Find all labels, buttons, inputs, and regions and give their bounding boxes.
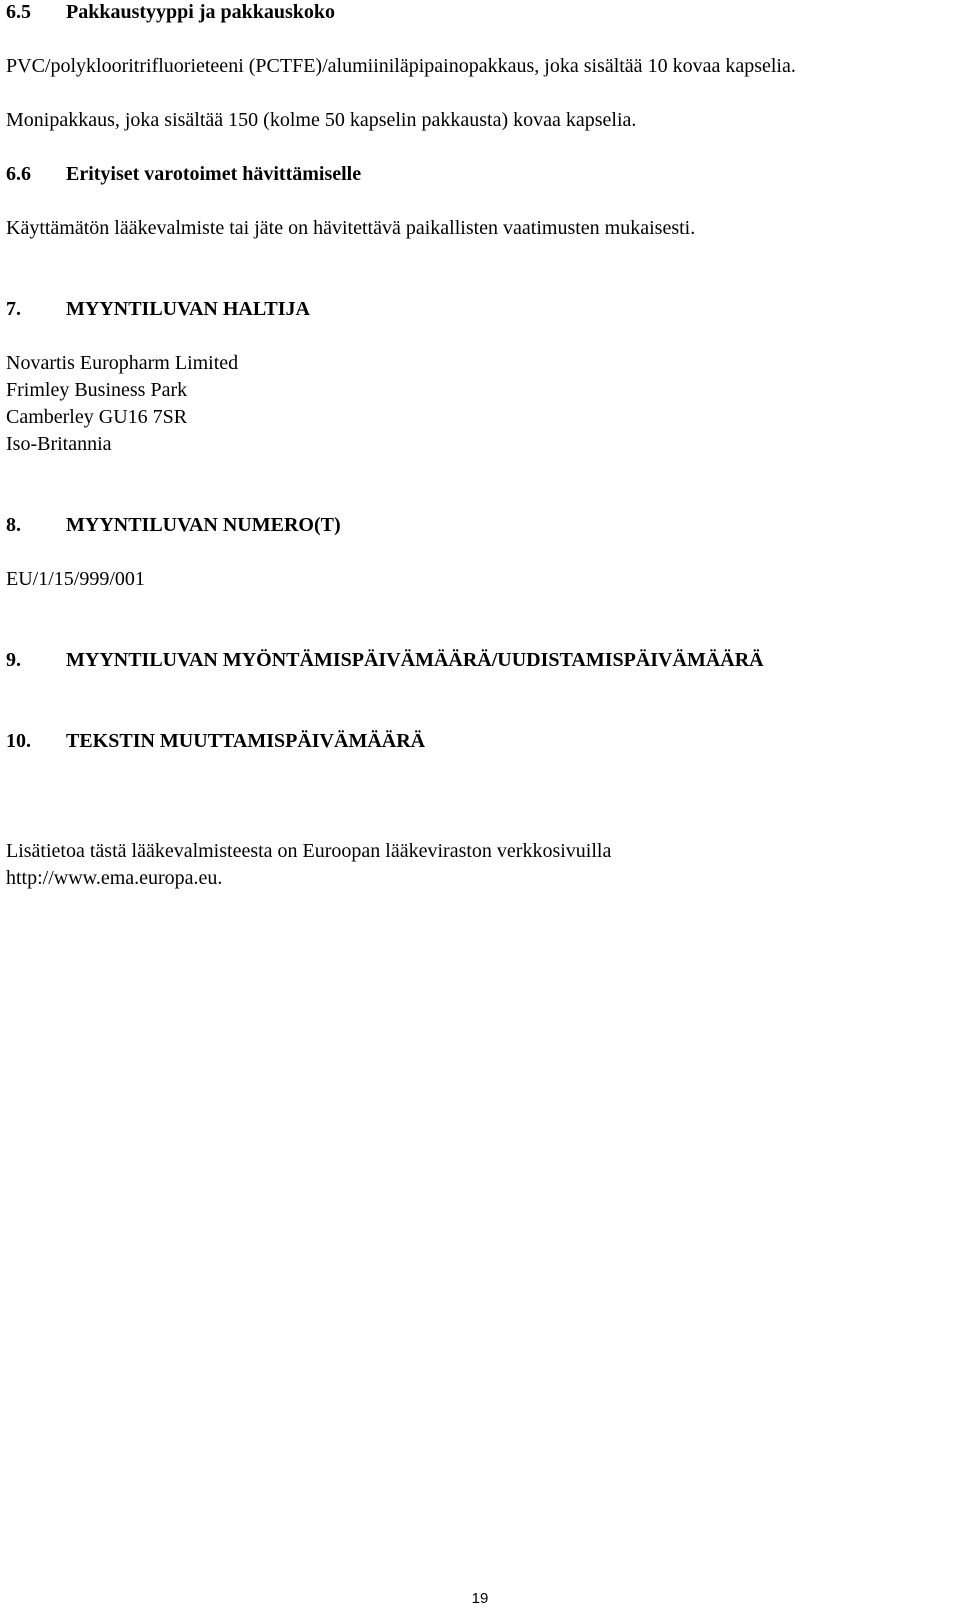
section-6-6-number: 6.6 [6, 163, 31, 185]
holder-name: Novartis Europharm Limited [6, 352, 239, 374]
page-number: 19 [471, 1590, 489, 1607]
authorisation-number: EU/1/15/999/001 [6, 568, 145, 590]
section-9-number: 9. [6, 649, 21, 671]
section-6-5-text-1: PVC/polyklooritrifluorieteeni (PCTFE)/alumiiniläpipainopakkaus, joka sisältää 10 kovaa kapselia. [6, 55, 796, 77]
section-6-6-title: Erityiset varotoimet hävittämiselle [66, 163, 362, 185]
section-6-5-heading [6, 0, 335, 24]
section-9-title: MYYNTILUVAN MYÖNTÄMISPÄIVÄMÄÄRÄ/UUDISTAMISPÄIVÄMÄÄRÄ [66, 649, 764, 671]
section-7-heading [6, 297, 310, 321]
more-info-text: Lisätietoa tästä lääkevalmisteesta on Euroopan lääkeviraston verkkosivuilla [6, 840, 612, 862]
section-10-title: TEKSTIN MUUTTAMISPÄIVÄMÄÄRÄ [66, 730, 426, 752]
holder-address-2: Camberley GU16 7SR [6, 406, 188, 428]
section-7-number: 7. [6, 298, 21, 320]
section-6-5-title: Pakkaustyyppi ja pakkauskoko [66, 1, 336, 23]
ema-website-link[interactable]: http://www.ema.europa.eu. [6, 867, 223, 889]
section-8-title: MYYNTILUVAN NUMERO(T) [66, 514, 341, 536]
section-6-6-text-1: Käyttämätön lääkevalmiste tai jäte on hävitettävä paikallisten vaatimusten mukaisesti. [6, 217, 696, 239]
section-7-title: MYYNTILUVAN HALTIJA [66, 298, 310, 320]
section-6-5-number: 6.5 [6, 1, 31, 23]
section-10-number: 10. [6, 730, 31, 752]
section-9-heading [6, 648, 764, 672]
section-8-number: 8. [6, 514, 21, 536]
section-10-heading [6, 729, 425, 753]
holder-country: Iso-Britannia [6, 433, 112, 455]
section-6-6-heading [6, 162, 361, 186]
section-6-5-text-2: Monipakkaus, joka sisältää 150 (kolme 50 kapselin pakkausta) kovaa kapselia. [6, 109, 637, 131]
section-8-heading [6, 513, 341, 537]
holder-address-1: Frimley Business Park [6, 379, 188, 401]
